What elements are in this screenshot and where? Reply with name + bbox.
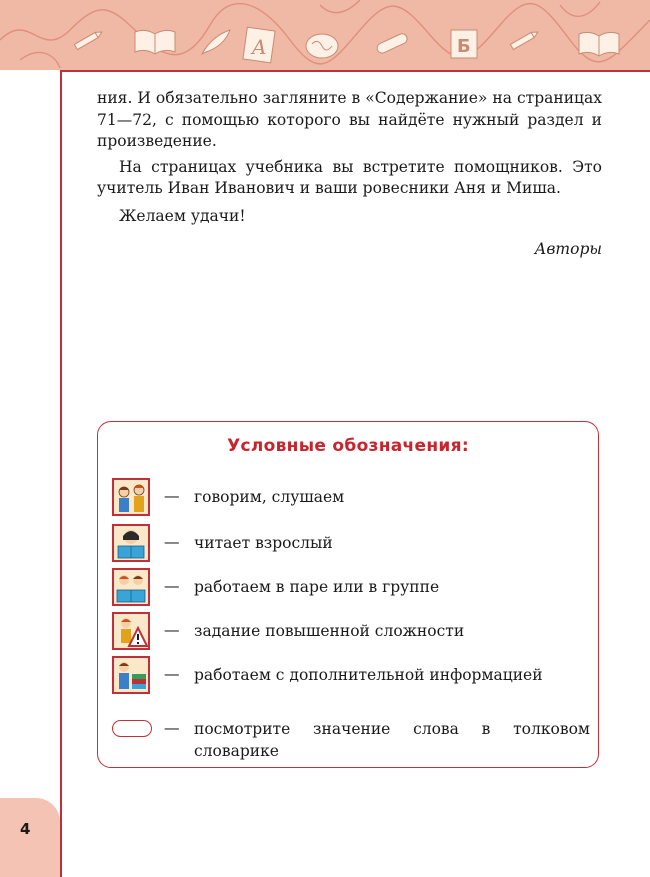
letter-a-icon [242,26,276,64]
letter-b-icon [446,24,484,64]
legend-title: Условные обозначения: [227,436,469,456]
books-info-icon [112,656,150,694]
legend-text: говорим, слушаем [194,488,345,506]
legend-text: задание повышенной сложности [194,622,465,640]
legend-dash: — [164,621,180,639]
quill-icon [198,26,234,58]
warning-triangle-icon [112,612,150,650]
paragraph-2: На страницах учебника вы встретите помощников. Это учитель Иван Иванович и ваши ровесники Аня и Миша. [97,157,602,197]
header-divider [60,70,650,72]
legend-box [97,421,599,768]
legend-text: работаем в паре или в группе [194,578,440,596]
legend-dash: — [164,665,180,683]
main-text-block [97,88,602,231]
pair-work-icon [112,568,150,606]
talking-children-icon [112,478,150,516]
scroll-icon [302,30,342,62]
wish-text: Желаем удачи! [119,206,246,225]
pencil-icon [506,28,542,52]
legend-text: читает взрослый [194,534,333,552]
adult-reading-icon [112,524,150,562]
dictionary-oval-icon [112,720,152,737]
book-icon [576,28,622,58]
authors-signature: Авторы [534,240,602,258]
svg-text:Б: Б [457,36,471,57]
legend-text: работаем с дополнительной информацией [194,666,543,684]
page-number: 4 [20,820,31,838]
book-icon [132,26,178,56]
legend-dash: — [164,719,180,737]
header-decoration-band [0,0,650,70]
svg-text:A: A [252,35,267,59]
pencil-icon [70,28,106,52]
legend-dash: — [164,533,180,551]
left-margin-rule [60,70,62,877]
legend-dash: — [164,487,180,505]
legend-dash: — [164,577,180,595]
rolled-scroll-icon [372,28,414,58]
paragraph-1: ния. И обязательно загляните в «Содержание» на страницах 71—72, с помощью которого вы найдёте нужный раздел и произведение. [97,89,602,150]
legend-text: посмотрите значение слова в толковом словарике [194,720,590,760]
